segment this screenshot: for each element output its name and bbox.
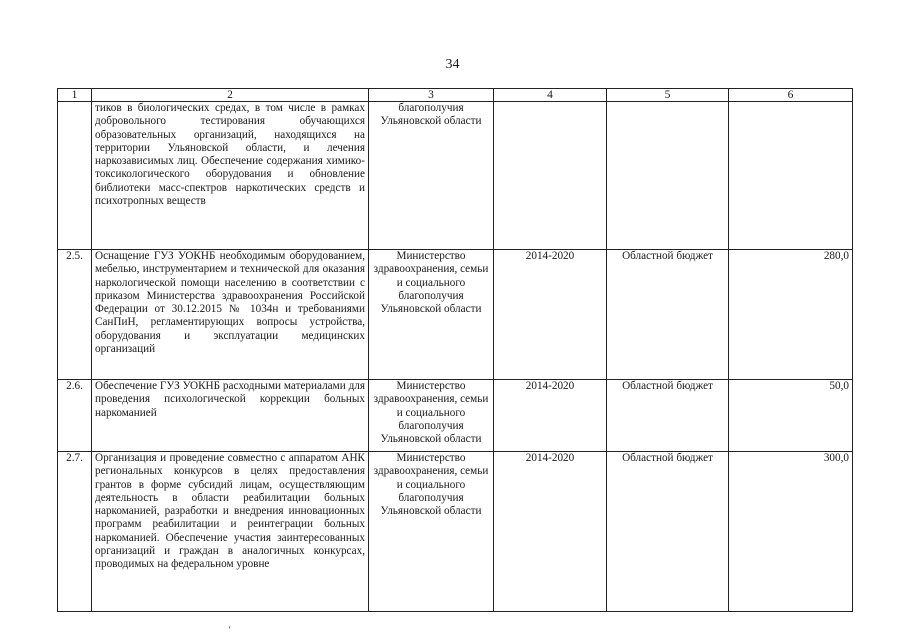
row-number — [58, 102, 92, 250]
amount-cell: 300,0 — [729, 452, 853, 612]
funding-source-cell: Областной бюджет — [607, 250, 729, 380]
table-row — [58, 452, 853, 612]
measure-description: тиков в биологических средах, в том числе в рамках добровольного тестирования обучающихся образовательных организаций, находящихся на территории Ульяновской области, и лечения наркозависимых лиц. Обеспечение содержания химико-токсикологического оборудования и обновление библиотеки масс-спектров наркотических средств и психотропных веществ — [92, 102, 369, 250]
years-cell: 2014-2020 — [494, 250, 607, 380]
measure-description: Организация и проведение совместно с аппаратом АНК региональных конкурсов в целях предоставления грантов в форме субсидий лицам, осуществляющим деятельность в области реабилитации больных наркоманией, разработки и внедрения инновационных программ реабилитации и реинтеграции больных наркоманией. Обеспечение участия заинтересованных организаций и граждан в аналогичных конкурсах, проводимых на федеральном уровне — [92, 452, 369, 612]
column-header-5: 5 — [607, 89, 729, 102]
funding-source-cell: Областной бюджет — [607, 452, 729, 612]
page-number: 34 — [445, 57, 460, 72]
column-header-2: 2 — [92, 89, 369, 102]
executor-cell: Министерство здравоохранения, семьи и социального благополучия Ульяновской области — [369, 250, 494, 380]
table-row — [58, 102, 853, 250]
amount-cell — [729, 102, 853, 250]
years-cell: 2014-2020 — [494, 452, 607, 612]
amount-cell: 280,0 — [729, 250, 853, 380]
row-number: 2.7. — [58, 452, 92, 612]
scan-artifact-mark: ‘ — [228, 625, 232, 636]
executor-cell: Министерство здравоохранения, семьи и социального благополучия Ульяновской области — [369, 380, 494, 452]
funding-source-cell: Областной бюджет — [607, 380, 729, 452]
executor-cell: благополучия Ульяновской области — [369, 102, 494, 250]
column-header-6: 6 — [729, 89, 853, 102]
measure-description: Оснащение ГУЗ УОКНБ необходимым оборудованием, мебелью, инструментарием и технической для оказания наркологической помощи населению в соответствии с приказом Министерства здравоохранения Российской Федерации от 30.12.2015 № 1034н и требованиями СанПиН, регламентирующих вопросы устройства, оборудования и эксплуатации медицинских организаций — [92, 250, 369, 380]
column-header-3: 3 — [369, 89, 494, 102]
table-row — [58, 380, 853, 452]
row-number: 2.6. — [58, 380, 92, 452]
measure-description: Обеспечение ГУЗ УОКНБ расходными материалами для проведения психологической коррекции больных наркоманией — [92, 380, 369, 452]
row-number: 2.5. — [58, 250, 92, 380]
executor-cell: Министерство здравоохранения, семьи и социального благополучия Ульяновской области — [369, 452, 494, 612]
table-row — [58, 250, 853, 380]
table-header-row — [58, 89, 853, 102]
amount-cell: 50,0 — [729, 380, 853, 452]
years-cell — [494, 102, 607, 250]
column-header-4: 4 — [494, 89, 607, 102]
years-cell: 2014-2020 — [494, 380, 607, 452]
program-table — [57, 88, 853, 612]
column-header-1: 1 — [58, 89, 92, 102]
funding-source-cell — [607, 102, 729, 250]
